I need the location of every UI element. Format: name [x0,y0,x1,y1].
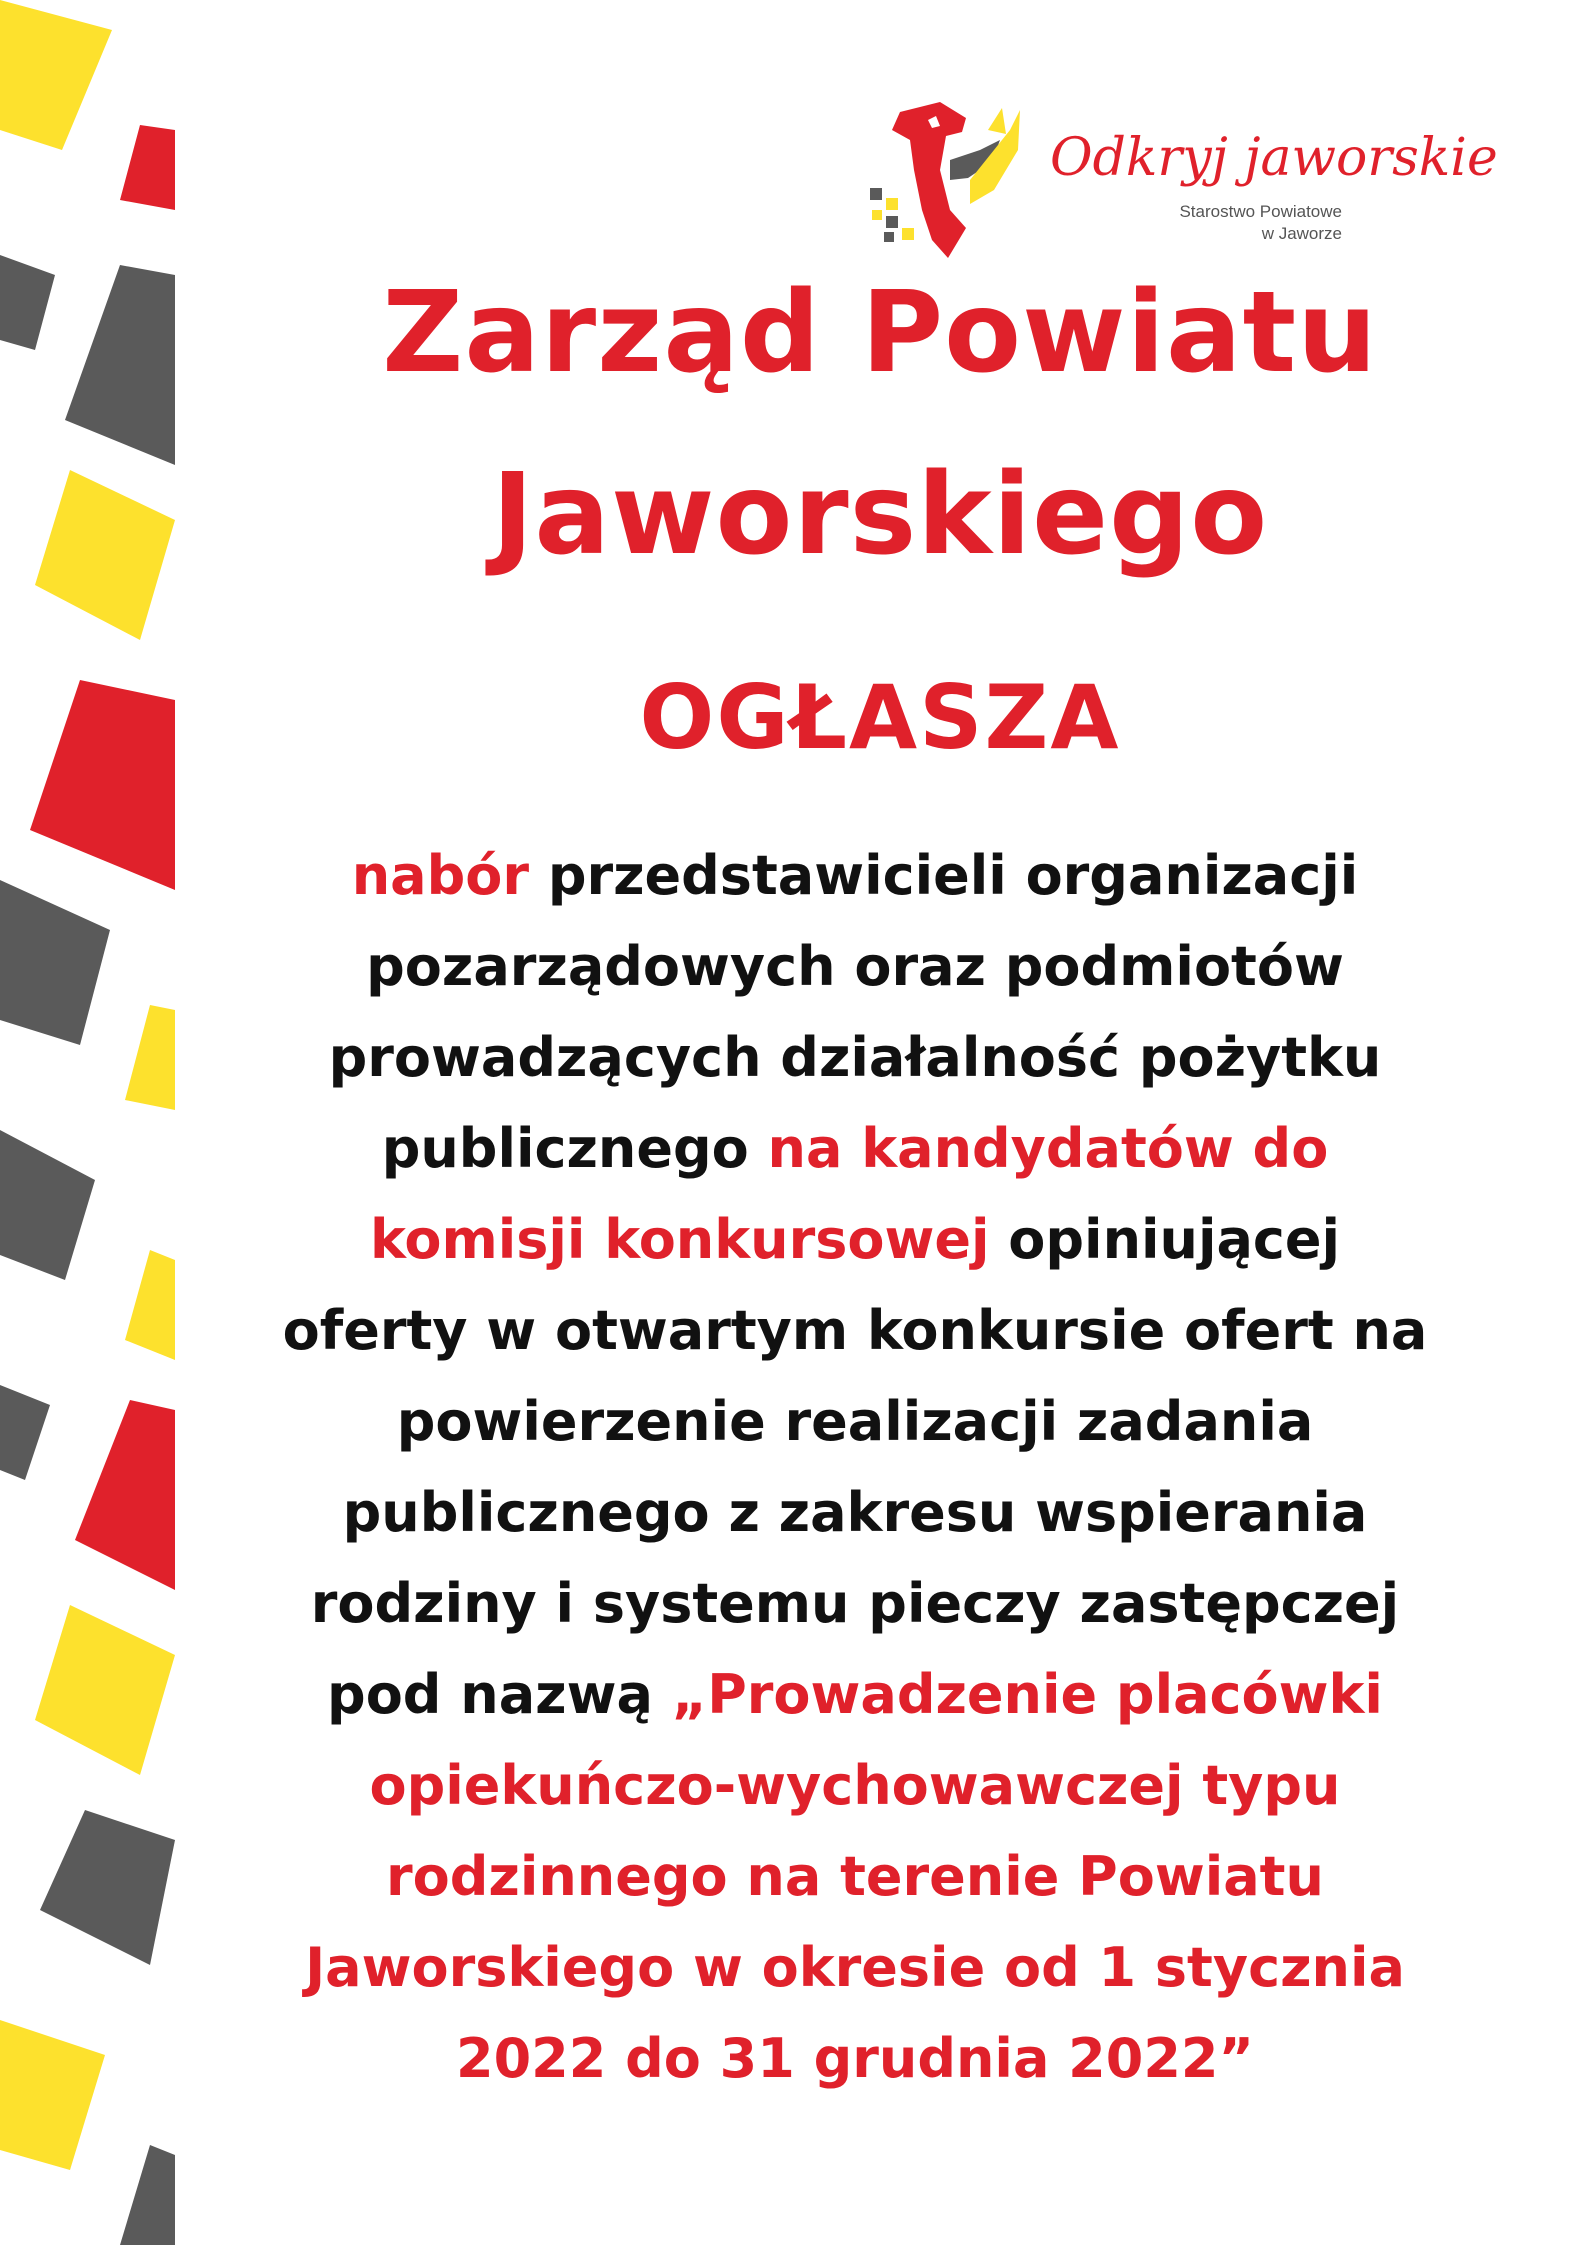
body-line [200,1194,1510,1285]
body-line: rodziny i systemu pieczy zastępczej [310,1572,1400,1635]
body-line [200,1649,1510,1740]
announcement-body [200,830,1510,2104]
red-tile [75,1400,175,1590]
highlight-text: komisji konkursowej [369,1208,990,1271]
body-line: Jaworskiego w okresie od 1 stycznia [305,1936,1405,1999]
yellow-tile [0,0,112,150]
eagle-logo-icon [870,100,1050,270]
gray-tile [0,255,55,350]
highlight-text: „Prowadzenie placówki [671,1663,1383,1726]
gray-tile [65,265,175,465]
body-line: oferty w otwartym konkursie ofert na [282,1299,1428,1362]
gray-tile [120,2145,175,2245]
red-tile [120,125,175,210]
yellow-tile [0,2020,105,2170]
yellow-tile [35,470,175,640]
highlight-text: nabór [351,844,530,907]
body-line: 2022 do 31 grudnia 2022” [456,2027,1254,2090]
logo-title: Odkryj jaworskie [1050,128,1498,188]
body-line: pozarządowych oraz podmiotów [366,935,1344,998]
red-tile [30,680,175,890]
body-text: pod nazwą [327,1663,672,1726]
logo-subtitle-line1: Starostwo Powiatowe [1179,202,1342,221]
gray-tile [0,880,110,1045]
yellow-tile [125,1005,175,1110]
body-line [200,830,1510,921]
highlight-text: na kandydatów do [767,1117,1329,1180]
starostwo-logo [870,100,1498,270]
heading-line2: Jaworskiego [491,450,1269,580]
body-line [200,1103,1510,1194]
body-text: przedstawicieli organizacji [529,844,1359,907]
yellow-tile [125,1250,175,1360]
body-line: powierzenie realizacji zadania [396,1390,1314,1453]
gray-tile [40,1810,175,1965]
body-line: rodzinnego na terenie Powiatu [386,1845,1324,1908]
gray-tile [0,1130,95,1280]
announce-heading: OGŁASZA [639,666,1121,769]
body-line: prowadzących działalność pożytku [328,1026,1382,1089]
yellow-tile [35,1605,175,1775]
body-text: publicznego [381,1117,768,1180]
body-line: opiekuńczo-wychowawczej typu [369,1754,1341,1817]
logo-subtitle-line2: w Jaworze [1261,224,1342,243]
gray-tile [0,1385,50,1480]
body-text: opiniującej [989,1208,1341,1271]
body-line: publicznego z zakresu wspierania [342,1481,1368,1544]
heading-line1: Zarząd Powiatu [382,268,1378,398]
